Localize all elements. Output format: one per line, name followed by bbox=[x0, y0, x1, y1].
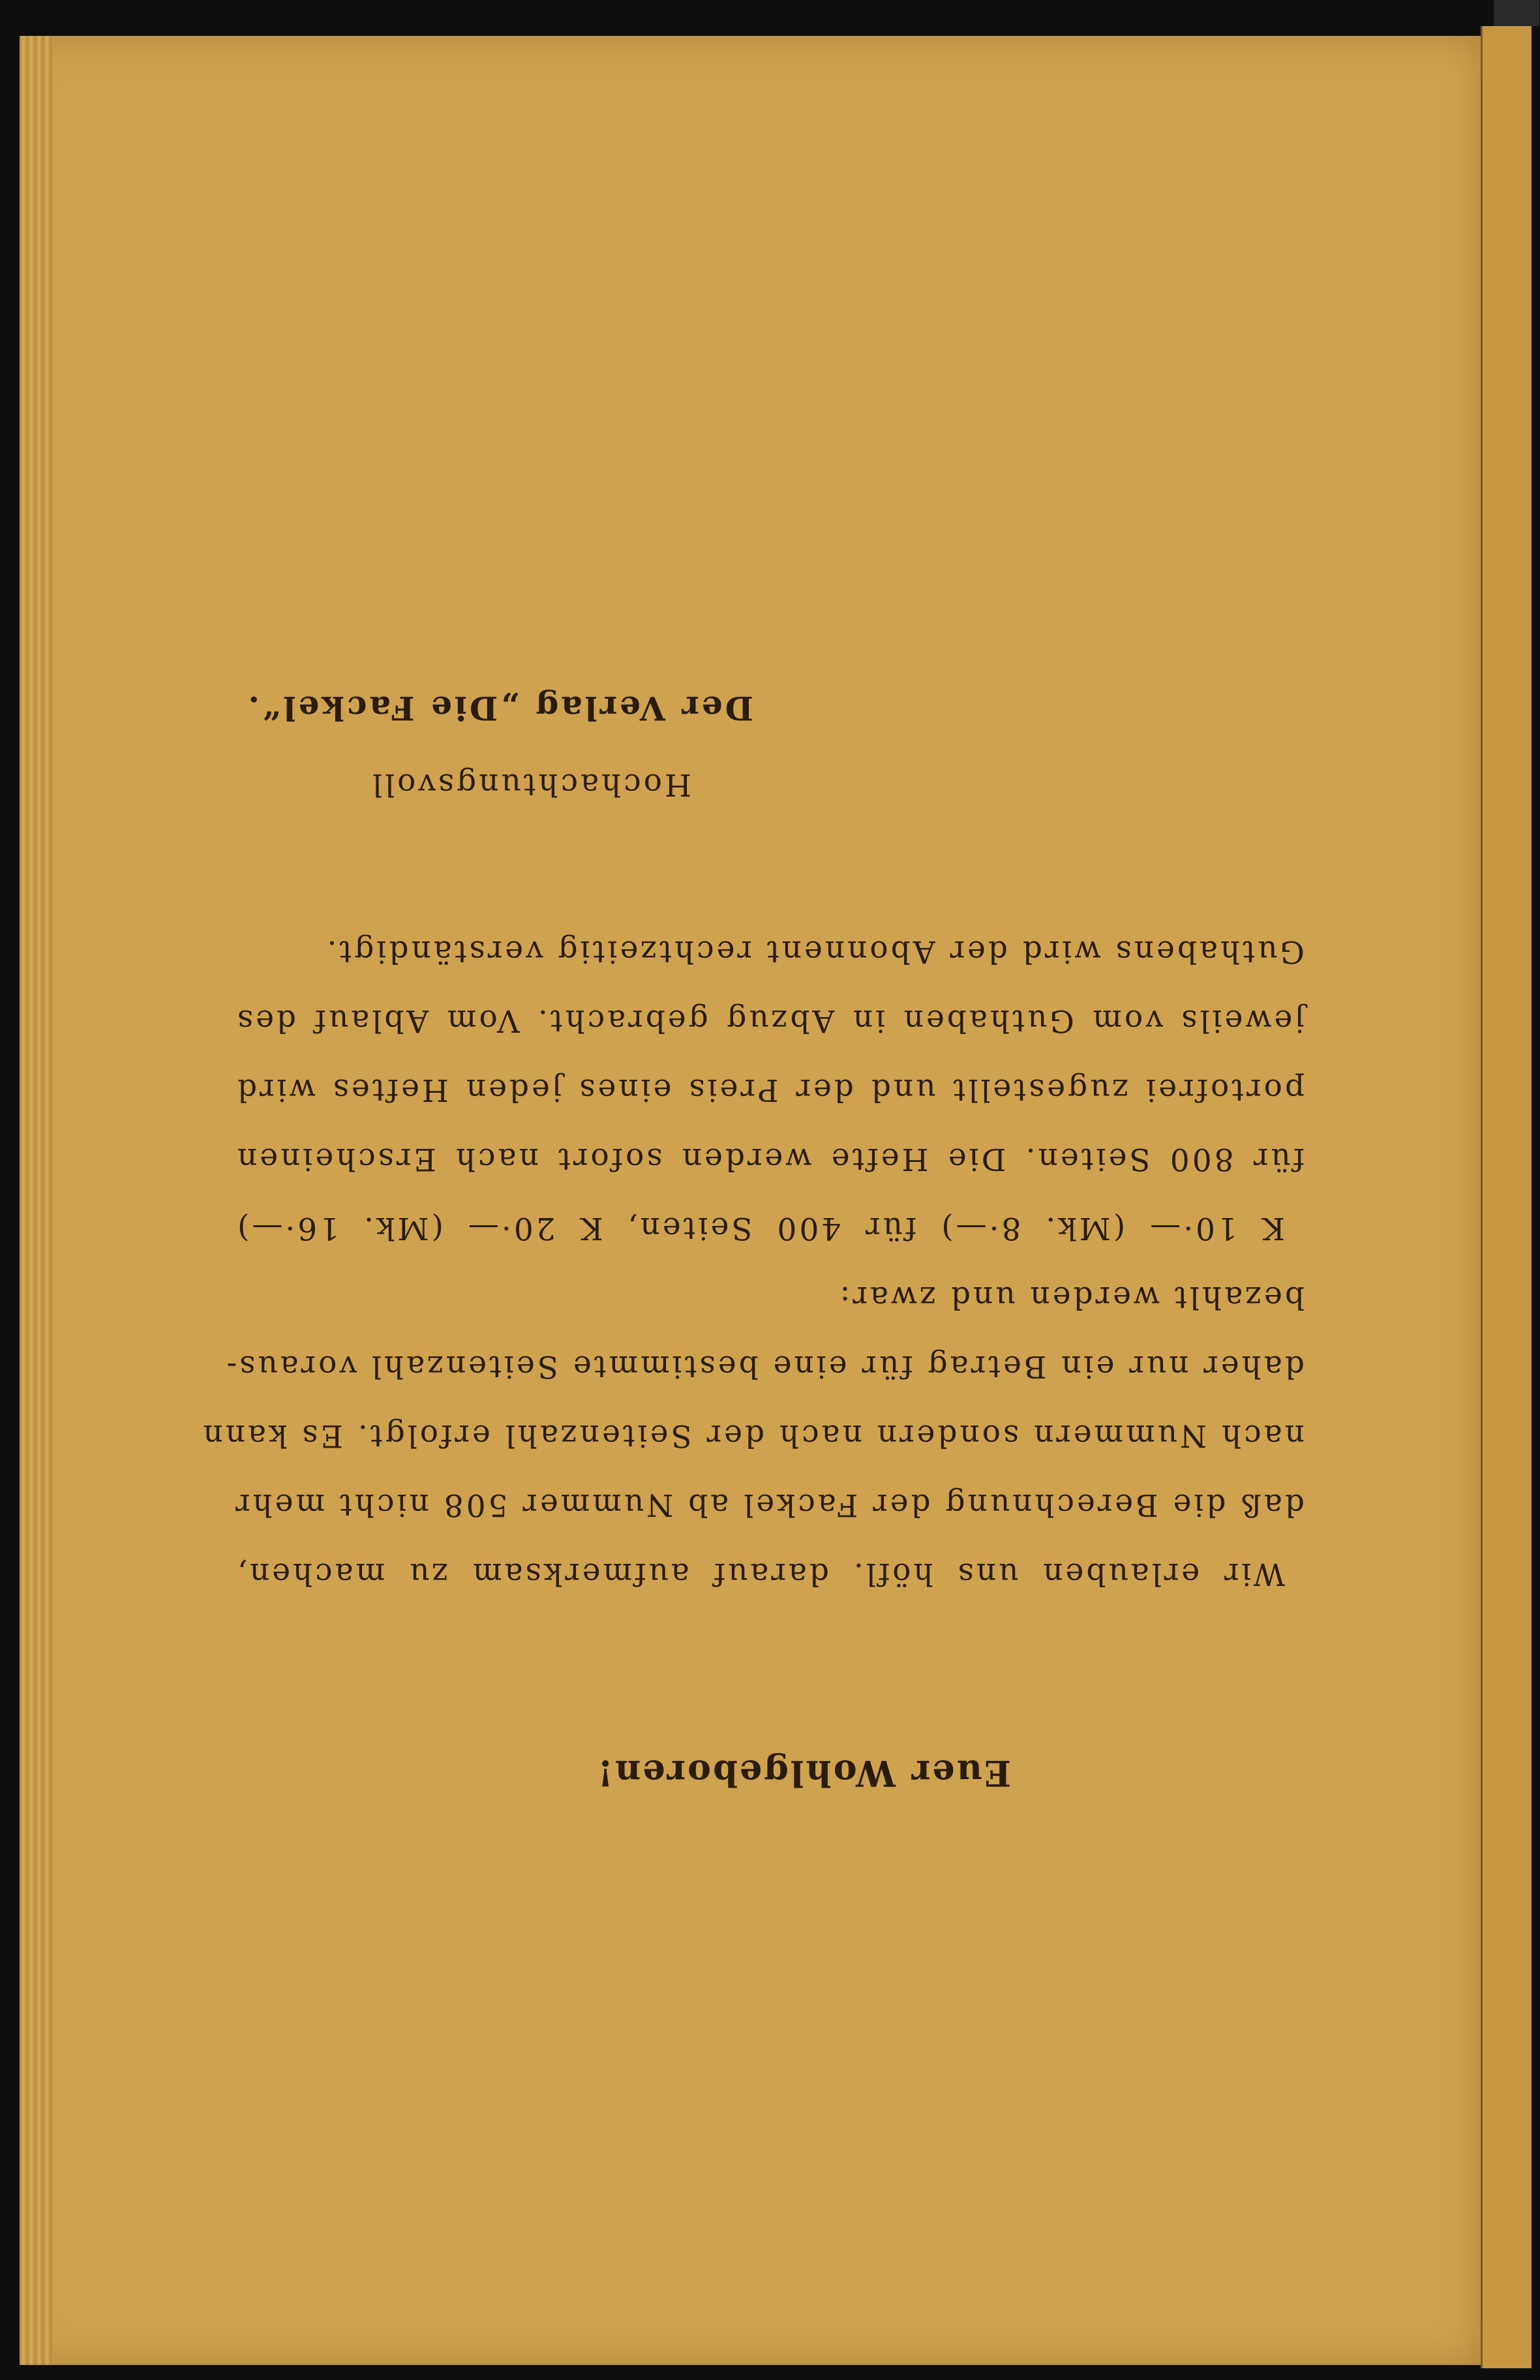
adjacent-page-edge bbox=[1481, 26, 1532, 2368]
body-line: daher nur ein Betrag für eine bestimmte Seitenzahl voraus- bbox=[224, 1349, 1305, 1384]
letter-body bbox=[200, 917, 1305, 1608]
scanner-edge bbox=[1494, 0, 1539, 26]
closing: Hochachtungsvoll bbox=[369, 767, 691, 802]
body-line: portofrei zugestellt und der Preis eines jeden Heftes wird bbox=[235, 1072, 1305, 1108]
body-line: K 10·— (Mk. 8·—) für 400 Seiten, K 20·— (Mk. 16·—) bbox=[235, 1210, 1285, 1246]
body-line: daß die Berechnung der Fackel ab Nummer 508 nicht mehr bbox=[232, 1487, 1305, 1523]
body-line: bezahlt werden und zwar: bbox=[837, 1279, 1305, 1315]
letter-text-upside-down bbox=[200, 620, 1305, 1794]
body-line: für 800 Seiten. Die Hefte werden sofort nach Erscheinen bbox=[235, 1141, 1305, 1177]
body-line: nach Nummern sondern nach der Seitenzahl erfolgt. Es kann bbox=[200, 1418, 1305, 1454]
body-line: Wir erlauben uns höfl. darauf aufmerksam zu machen, bbox=[235, 1556, 1285, 1592]
signature: Der Verlag „Die Fackel“. bbox=[245, 689, 753, 727]
body-line: jeweils vom Guthaben in Abzug gebracht. Vom Ablauf des bbox=[235, 1003, 1305, 1039]
salutation: Euer Wohlgeboren! bbox=[596, 1752, 1011, 1794]
page-stack-edge bbox=[20, 36, 52, 2365]
body-line: Guthabens wird der Abonnent rechtzeitig verständigt. bbox=[324, 934, 1305, 969]
